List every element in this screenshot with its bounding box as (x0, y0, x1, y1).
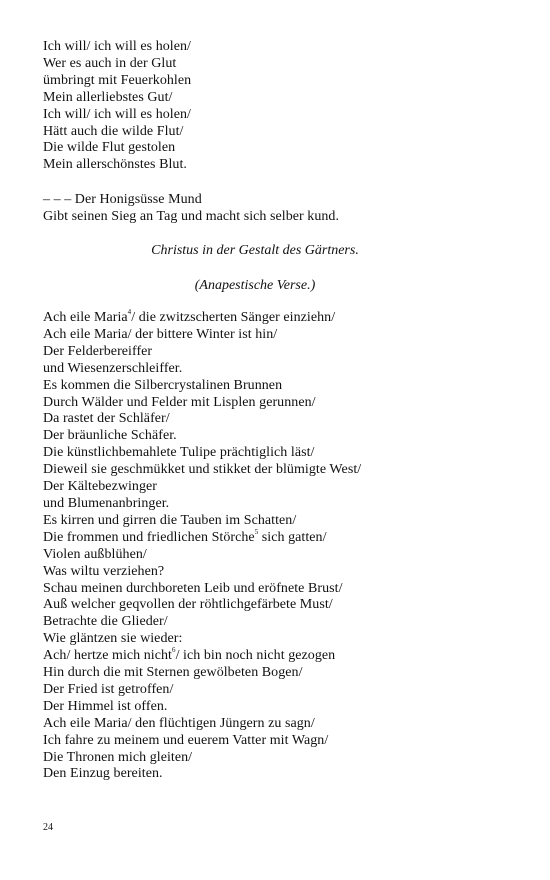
poem-line-text: Violen außblühen/ (43, 546, 147, 562)
stanza-1 (43, 39, 513, 174)
poem-body (43, 310, 513, 783)
poem-line-text: Durch Wälder und Felder mit Lisplen gerunnen/ (43, 394, 316, 410)
poem-line-text: Ach eile Maria (43, 310, 128, 325)
poem-line-text: Schau meinen durchboreten Leib und eröfnete Brust/ (43, 580, 343, 596)
poem-line (43, 310, 513, 327)
poem-line (43, 648, 513, 665)
poem-line-text: Der bräunliche Schäfer. (43, 428, 177, 444)
poem-line-text: Die künstlichbemahlete Tulipe prächtiglich läst/ (43, 445, 315, 461)
poem-line-text: Hin durch die mit Sternen gewölbeten Bogen/ (43, 665, 303, 681)
poem-line (43, 581, 513, 598)
poem-line-text: Die frommen und friedlichen Störche (43, 529, 255, 545)
poem-line-text: Dieweil sie geschmükket und stikket der blümigte West/ (43, 462, 362, 478)
poem-line: ümbringt mit Feuerkohlen (43, 72, 192, 88)
poem-line-text: Den Einzug bereiten. (43, 766, 163, 782)
poem-line (43, 631, 513, 648)
poem-line (43, 395, 513, 412)
poem-line-text: und Blumenanbringer. (43, 495, 170, 511)
poem-line (43, 327, 513, 344)
poem-line (43, 564, 513, 581)
poem-line (43, 665, 513, 682)
poem-line (43, 547, 513, 564)
poem-title: Christus in der Gestalt des Gärtners. (151, 243, 359, 258)
poem-line-text: Auß welcher geqvollen der röhtlichgefärbete Must/ (43, 597, 333, 613)
poem-line (43, 716, 513, 733)
poem-line: Ich will/ ich will es holen/ (43, 106, 191, 122)
poem-line-text: sich gatten/ (258, 529, 327, 545)
poem-line-text: Ach/ hertze mich nicht (43, 648, 172, 664)
poem-line: Wer es auch in der Glut (43, 55, 177, 71)
poem-line-text: Der Himmel ist offen. (43, 698, 168, 714)
poem-line: – – – Der Honigsüsse Mund (43, 192, 202, 207)
poem-line: Hätt auch die wilde Flut/ (43, 123, 184, 139)
poem-line-text: Der Kältebezwinger (43, 479, 158, 495)
poem-line (43, 479, 513, 496)
poem-line (43, 614, 513, 631)
poem-line-text: Ach eile Maria/ den flüchtigen Jüngern zu sagn/ (43, 715, 315, 731)
poem-line (43, 462, 513, 479)
poem-line: Gibt seinen Sieg an Tag und macht sich selber kund. (43, 208, 340, 224)
poem-line-text: Der Fried ist getroffen/ (43, 681, 174, 697)
poem-line (43, 361, 513, 378)
poem-line-text: Wie gläntzen sie wieder: (43, 631, 183, 647)
poem-subtitle: (Anapestische Verse.) (194, 278, 316, 293)
poem-line (43, 378, 513, 395)
poem-line (43, 699, 513, 716)
poem-line-text: und Wiesenzerschleiffer. (43, 360, 183, 376)
poem-line: Mein allerliebstes Gut/ (43, 89, 173, 105)
footnote-marker: 4 (127, 308, 132, 317)
page-number: 24 (43, 822, 53, 833)
poem-line (43, 733, 513, 750)
poem-line (43, 411, 513, 428)
poem-line-text: Die Thronen mich gleiten/ (43, 749, 193, 765)
poem-line-text: / ich bin noch nicht gezogen (175, 648, 336, 664)
poem-line: Ich will/ ich will es holen/ (43, 39, 191, 54)
poem-line-text: Der Felderbereiffer (43, 343, 153, 359)
poem-line-text: Betrachte die Glieder/ (43, 614, 168, 630)
poem-line-text: Es kommen die Silbercrystalinen Brunnen (43, 377, 283, 393)
poem-line (43, 750, 513, 767)
poem-line-text: Da rastet der Schläfer/ (43, 411, 170, 427)
poem-line (43, 496, 513, 513)
poem-line (43, 344, 513, 361)
poem-line (43, 428, 513, 445)
poem-line-text: Ach eile Maria/ der bittere Winter ist hin/ (43, 326, 278, 342)
footnote-marker: 5 (254, 528, 259, 537)
poem-line: Mein allerschönstes Blut. (43, 157, 187, 173)
poem-line-text: Was wiltu verziehen? (43, 563, 165, 579)
poem-line-text: / die zwitzscherten Sänger einziehn/ (131, 310, 336, 325)
poem-line (43, 766, 513, 783)
poem-line-text: Ich fahre zu meinem und euerem Vatter mit Wagn/ (43, 732, 329, 748)
poem-line (43, 530, 513, 547)
footnote-marker: 6 (172, 646, 176, 655)
stanza-2 (43, 192, 513, 226)
poem-line (43, 682, 513, 699)
poem-line (43, 597, 513, 614)
poem-line (43, 445, 513, 462)
poem-line: Die wilde Flut gestolen (43, 140, 176, 156)
poem-line (43, 513, 513, 530)
poem-line-text: Es kirren und girren die Tauben im Schatten/ (43, 512, 297, 528)
